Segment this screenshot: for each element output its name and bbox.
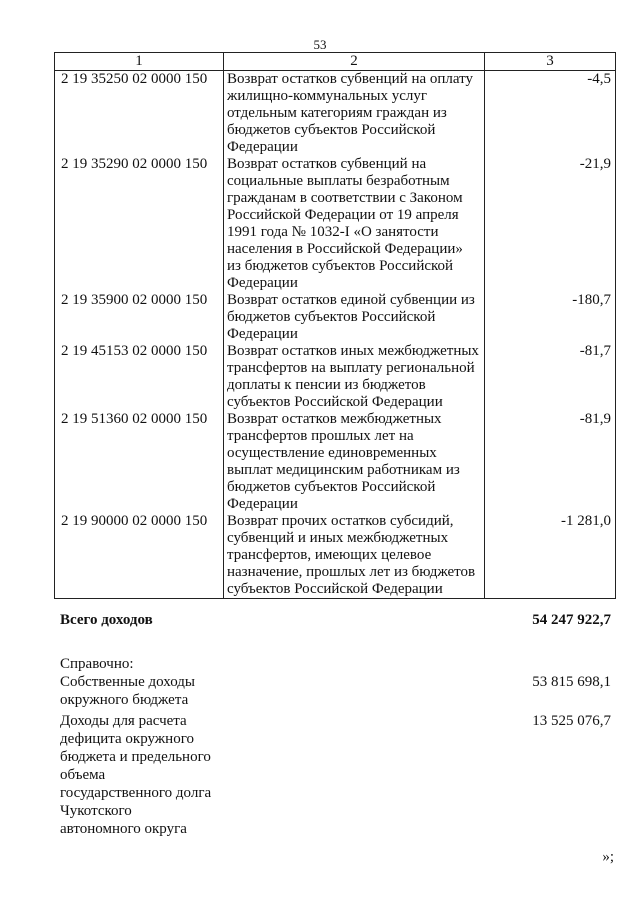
reference-label-line: дефицита окружного xyxy=(60,731,194,747)
reference-label-line: бюджета и предельного xyxy=(60,749,211,765)
row-description-line: назначение, прошлых лет из бюджетов xyxy=(227,564,476,580)
row-description-line: жилищно-коммунальных услуг xyxy=(227,88,427,104)
row-description-line: социальные выплаты безработным xyxy=(227,173,450,189)
reference-value: 53 815 698,1 xyxy=(532,674,611,690)
row-description xyxy=(224,292,485,343)
reference-label xyxy=(60,673,230,709)
row-description xyxy=(224,411,485,513)
column-header-3: 3 xyxy=(485,53,616,71)
reference-label-line: окружного бюджета xyxy=(60,692,189,708)
row-description-line: 1991 года № 1032-I «О занятости xyxy=(227,224,439,240)
table-body xyxy=(55,71,616,599)
reference-label-line: объема xyxy=(60,767,106,783)
reference-label-line: государственного долга xyxy=(60,785,212,801)
row-description-line: Федерации xyxy=(227,496,298,512)
closing-quote-mark: »; xyxy=(602,849,614,865)
reference-title: Справочно: xyxy=(60,656,134,672)
row-code: 2 19 35290 02 0000 150 xyxy=(55,156,224,292)
row-description-line: трансфертов на выплату региональной xyxy=(227,360,475,376)
row-description-line: Возврат остатков единой субвенции из xyxy=(227,292,475,308)
row-description xyxy=(224,513,485,599)
row-code: 2 19 90000 02 0000 150 xyxy=(55,513,224,599)
row-description-line: доплаты к пенсии из бюджетов xyxy=(227,377,426,393)
row-description-line: Возврат остатков межбюджетных xyxy=(227,411,442,427)
table-header-row xyxy=(55,53,616,71)
row-code: 2 19 35900 02 0000 150 xyxy=(55,292,224,343)
row-description xyxy=(224,343,485,411)
row-code: 2 19 51360 02 0000 150 xyxy=(55,411,224,513)
row-description-line: субъектов Российской Федерации xyxy=(227,581,443,597)
row-description-line: из бюджетов субъектов Российской xyxy=(227,258,454,274)
row-code: 2 19 35250 02 0000 150 xyxy=(55,71,224,157)
row-description-line: Федерации xyxy=(227,139,298,155)
row-amount: -1 281,0 xyxy=(485,513,616,599)
row-description-line: Российской Федерации от 19 апреля xyxy=(227,207,459,223)
reference-own-revenue xyxy=(60,673,615,709)
row-description-line: Федерации xyxy=(227,275,298,291)
row-description-line: населения в Российской Федерации» xyxy=(227,241,463,257)
row-amount: -81,7 xyxy=(485,343,616,411)
row-description xyxy=(224,71,485,157)
row-description-line: субъектов Российской Федерации xyxy=(227,394,443,410)
table-row xyxy=(55,292,616,343)
reference-label xyxy=(60,712,230,838)
row-description-line: Возврат остатков иных межбюджетных xyxy=(227,343,479,359)
row-amount: -4,5 xyxy=(485,71,616,157)
row-description-line: выплат медицинским работникам из xyxy=(227,462,460,478)
row-description-line: осуществление единовременных xyxy=(227,445,437,461)
revenue-table xyxy=(54,52,616,599)
reference-label-line: Чукотского xyxy=(60,803,132,819)
total-value: 54 247 922,7 xyxy=(532,612,611,628)
table-row xyxy=(55,411,616,513)
row-description-line: бюджетов субъектов Российской xyxy=(227,122,436,138)
row-description-line: бюджетов субъектов Российской xyxy=(227,479,436,495)
row-description-line: субвенций и иных межбюджетных xyxy=(227,530,449,546)
table-row xyxy=(55,513,616,599)
table-row xyxy=(55,343,616,411)
reference-deficit-revenue xyxy=(60,712,615,838)
reference-label-line: автономного округа xyxy=(60,821,187,837)
row-description-line: бюджетов субъектов Российской xyxy=(227,309,436,325)
row-description-line: отдельным категориям граждан из xyxy=(227,105,447,121)
reference-label-line: Собственные доходы xyxy=(60,674,196,690)
row-description-line: трансфертов прошлых лет на xyxy=(227,428,414,444)
row-description-line: Возврат остатков субвенций на xyxy=(227,156,427,172)
row-description-line: Федерации xyxy=(227,326,298,342)
row-amount: -180,7 xyxy=(485,292,616,343)
table-row xyxy=(55,156,616,292)
row-description-line: гражданам в соответствии с Законом xyxy=(227,190,463,206)
row-amount: -21,9 xyxy=(485,156,616,292)
row-description-line: Возврат прочих остатков субсидий, xyxy=(227,513,454,529)
total-label: Всего доходов xyxy=(60,612,153,628)
reference-value: 13 525 076,7 xyxy=(532,713,611,729)
row-code: 2 19 45153 02 0000 150 xyxy=(55,343,224,411)
row-description-line: трансфертов, имеющих целевое xyxy=(227,547,432,563)
table-row xyxy=(55,71,616,157)
row-description-line: Возврат остатков субвенций на оплату xyxy=(227,71,474,87)
row-amount: -81,9 xyxy=(485,411,616,513)
page-number: 53 xyxy=(313,37,327,52)
row-description xyxy=(224,156,485,292)
column-header-2: 2 xyxy=(224,53,485,71)
column-header-1: 1 xyxy=(55,53,224,71)
reference-label-line: Доходы для расчета xyxy=(60,713,187,729)
